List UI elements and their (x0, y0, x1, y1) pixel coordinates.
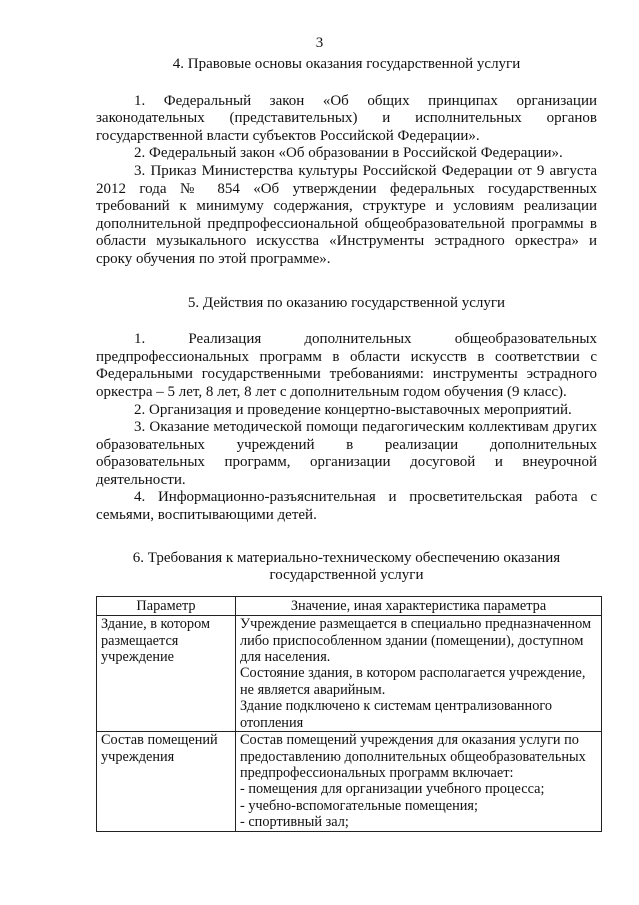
requirements-table (96, 596, 602, 832)
table-header-row (97, 596, 602, 615)
document-content (96, 56, 597, 832)
value-line: - спортивный зал; (240, 814, 349, 831)
section-6-title-line: 6. Требования к материально-техническому обеспечению оказания (132, 549, 561, 566)
table-header-param: Параметр (97, 596, 236, 615)
page-number: 3 (315, 35, 324, 51)
table-cell-param: Здание, в котором размещается учреждение (97, 616, 236, 732)
table-row (97, 616, 602, 732)
table-cell-value (236, 616, 602, 732)
table-cell-value (236, 732, 602, 831)
section-4-title: 4. Правовые основы оказания государственной услуги (172, 56, 521, 72)
value-line: - учебно-вспомогательные помещения; (240, 797, 478, 814)
section-5-item: 4. Информационно-разъяснительная и просветительская работа с семьями, воспитывающими детей. (96, 489, 597, 524)
table-header-value: Значение, иная характеристика параметра (236, 596, 602, 615)
section-5-body (96, 331, 597, 525)
value-line: Состав помещений учреждения для оказания услуги по предоставлению дополнительных общеобразовательных предпрофессиональных программ включает: (240, 732, 586, 781)
section-6-title (96, 550, 597, 585)
section-5-item: 2. Организация и проведение концертно-выставочных мероприятий. (134, 401, 572, 418)
section-5-item: 1. Реализация дополнительных общеобразовательных предпрофессиональных программ в области искусств в соответствии с Федеральными государственными требованиями: инструменты эстрадного оркестра – 5 лет, 8 лет, 8 лет с дополнительным годом обучения (9 класс). (96, 331, 597, 400)
value-line: Учреждение размещается в специально предназначенном либо приспособленном здании (помещении), доступном для населения. (240, 616, 592, 666)
table-cell-param: Состав помещений учреждения (97, 732, 236, 831)
section-6-title-line: государственной услуги (269, 567, 424, 584)
table-row (97, 732, 602, 831)
value-line: Состояние здания, в котором располагается учреждение, не является аварийным. (240, 665, 586, 698)
section-4-body (96, 93, 597, 269)
section-4-item: 2. Федеральный закон «Об образовании в Российской Федерации». (134, 145, 563, 162)
value-line: Здание подключено к системам централизованного отопления (240, 698, 553, 731)
section-4-item: 3. Приказ Министерства культуры Российской Федерации от 9 августа 2012 года № 854 «Об утверждении федеральных государственных требований к минимуму содержания, структуре и условиям реализации дополнительной предпрофессиональной общеобразовательной программы в области музыкального искусства «Инструменты эстрадного оркестра» и сроку обучения по этой программе». (96, 162, 597, 267)
section-5-item: 3. Оказание методической помощи педагогическим коллективам других образовательных учреждений в реализации дополнительных образовательных программ, организации досуговой и внеурочной деятельности. (96, 419, 597, 488)
section-4-item: 1. Федеральный закон «Об общих принципах организации законодательных (представительных) и исполнительных органов государственной власти субъектов Российской Федерации». (96, 92, 597, 144)
value-line: - помещения для организации учебного процесса; (240, 781, 545, 798)
section-5-title: 5. Действия по оказанию государственной услуги (187, 294, 506, 311)
